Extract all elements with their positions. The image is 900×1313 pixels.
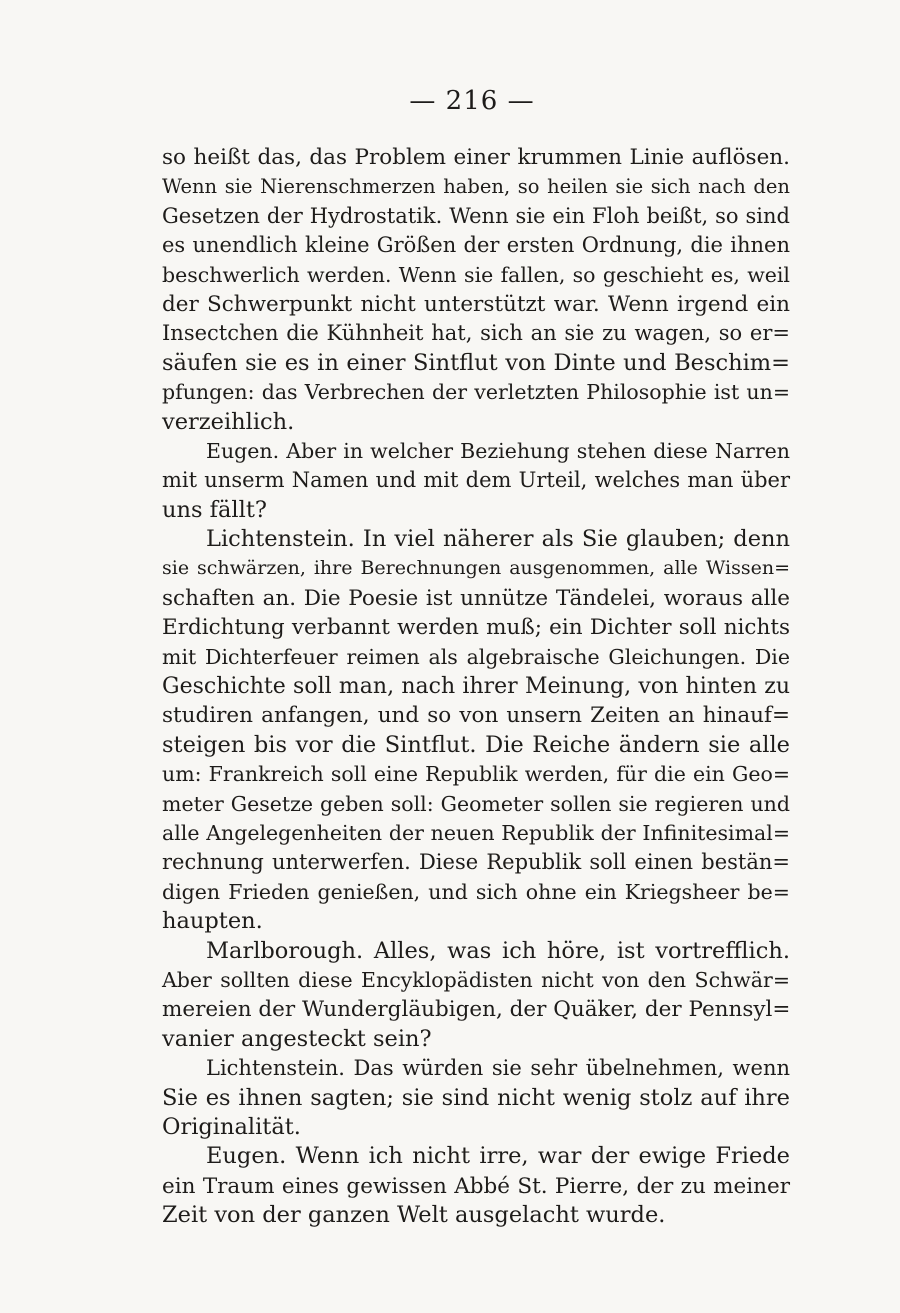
speech-line-marlborough: Marlborough. Alles, was ich höre, ist vortrefflich. bbox=[206, 937, 790, 964]
text-line: Aber sollten diese Encyklopädisten nicht von den Schwär= bbox=[162, 967, 790, 992]
text-line: mit Dichterfeuer reimen als algebraische Gleichungen. Die bbox=[162, 644, 790, 669]
speech-line-eugen: Eugen. Aber in welcher Beziehung stehen diese Narren bbox=[206, 438, 790, 463]
text-line: Wenn sie Nierenschmerzen haben, so heilen sie sich nach den bbox=[162, 175, 790, 199]
text-line: digen Frieden genießen, und sich ohne ein Kriegsheer be= bbox=[162, 879, 790, 904]
text-line: mereien der Wundergläubigen, der Quäker, der Pennsyl= bbox=[162, 997, 791, 1023]
text-line: schaften an. Die Poesie ist unnütze Tändelei, woraus alle bbox=[162, 585, 790, 611]
text-line: Erdichtung verbannt werden muß; ein Dichter soll nichts bbox=[162, 615, 790, 641]
text-line: um: Frankreich soll eine Republik werden, für die ein Geo= bbox=[162, 762, 790, 787]
text-line: säufen sie es in einer Sintflut von Dinte und Beschim= bbox=[162, 349, 790, 376]
text-line: haupten. bbox=[162, 908, 263, 935]
text-line: pfungen: das Verbrechen der verletzten Philosophie ist un= bbox=[162, 380, 790, 405]
text-line: Geschichte soll man, nach ihrer Meinung, von hinten zu bbox=[162, 674, 790, 700]
text-line: es unendlich kleine Größen der ersten Ordnung, die ihnen bbox=[162, 233, 790, 258]
text-line: Originalität. bbox=[162, 1113, 301, 1140]
text-line: beschwerlich werden. Wenn sie fallen, so geschieht es, weil bbox=[162, 262, 790, 287]
text-line: meter Gesetze geben soll: Geometer sollen sie regieren und bbox=[162, 791, 790, 816]
text-line: so heißt das, das Problem einer krummen Linie auflösen. bbox=[162, 145, 790, 170]
text-line: sie schwärzen, ihre Berechnungen ausgenommen, alle Wissen= bbox=[162, 557, 790, 580]
text-line: studiren anfangen, und so von unsern Zeiten an hinauf= bbox=[162, 703, 790, 729]
text-line: rechnung unterwerfen. Diese Republik soll einen bestän= bbox=[162, 850, 790, 875]
body-text bbox=[162, 143, 790, 1230]
text-line: vanier angesteckt sein? bbox=[162, 1025, 432, 1052]
speech-line-lichtenstein: Lichtenstein. In viel näherer als Sie glauben; denn bbox=[206, 526, 790, 553]
text-line: Gesetzen der Hydrostatik. Wenn sie ein Floh beißt, so sind bbox=[162, 203, 790, 228]
page-number: — 216 — bbox=[409, 86, 535, 116]
text-line: der Schwerpunkt nicht unterstützt war. Wenn irgend ein bbox=[162, 291, 790, 317]
text-line: uns fällt? bbox=[162, 496, 267, 523]
text-line: verzeihlich. bbox=[162, 408, 295, 435]
text-line: Insectchen die Kühnheit hat, sich an sie zu wagen, so er= bbox=[162, 321, 790, 346]
speech-line-lichtenstein: Lichtenstein. Das würden sie sehr übelnehmen, wenn bbox=[206, 1056, 790, 1081]
text-line: alle Angelegenheiten der neuen Republik der Infinitesimal= bbox=[162, 820, 790, 845]
text-line: Sie es ihnen sagten; sie sind nicht wenig stolz auf ihre bbox=[162, 1084, 790, 1111]
text-line: steigen bis vor die Sintflut. Die Reiche ändern sie alle bbox=[162, 731, 790, 758]
text-line: mit unserm Namen und mit dem Urteil, welches man über bbox=[162, 468, 790, 493]
text-line: ein Traum eines gewissen Abbé St. Pierre, der zu meiner bbox=[162, 1173, 790, 1199]
text-line: Zeit von der ganzen Welt ausgelacht wurde. bbox=[162, 1202, 666, 1229]
speech-line-eugen: Eugen. Wenn ich nicht irre, war der ewige Friede bbox=[206, 1143, 790, 1170]
